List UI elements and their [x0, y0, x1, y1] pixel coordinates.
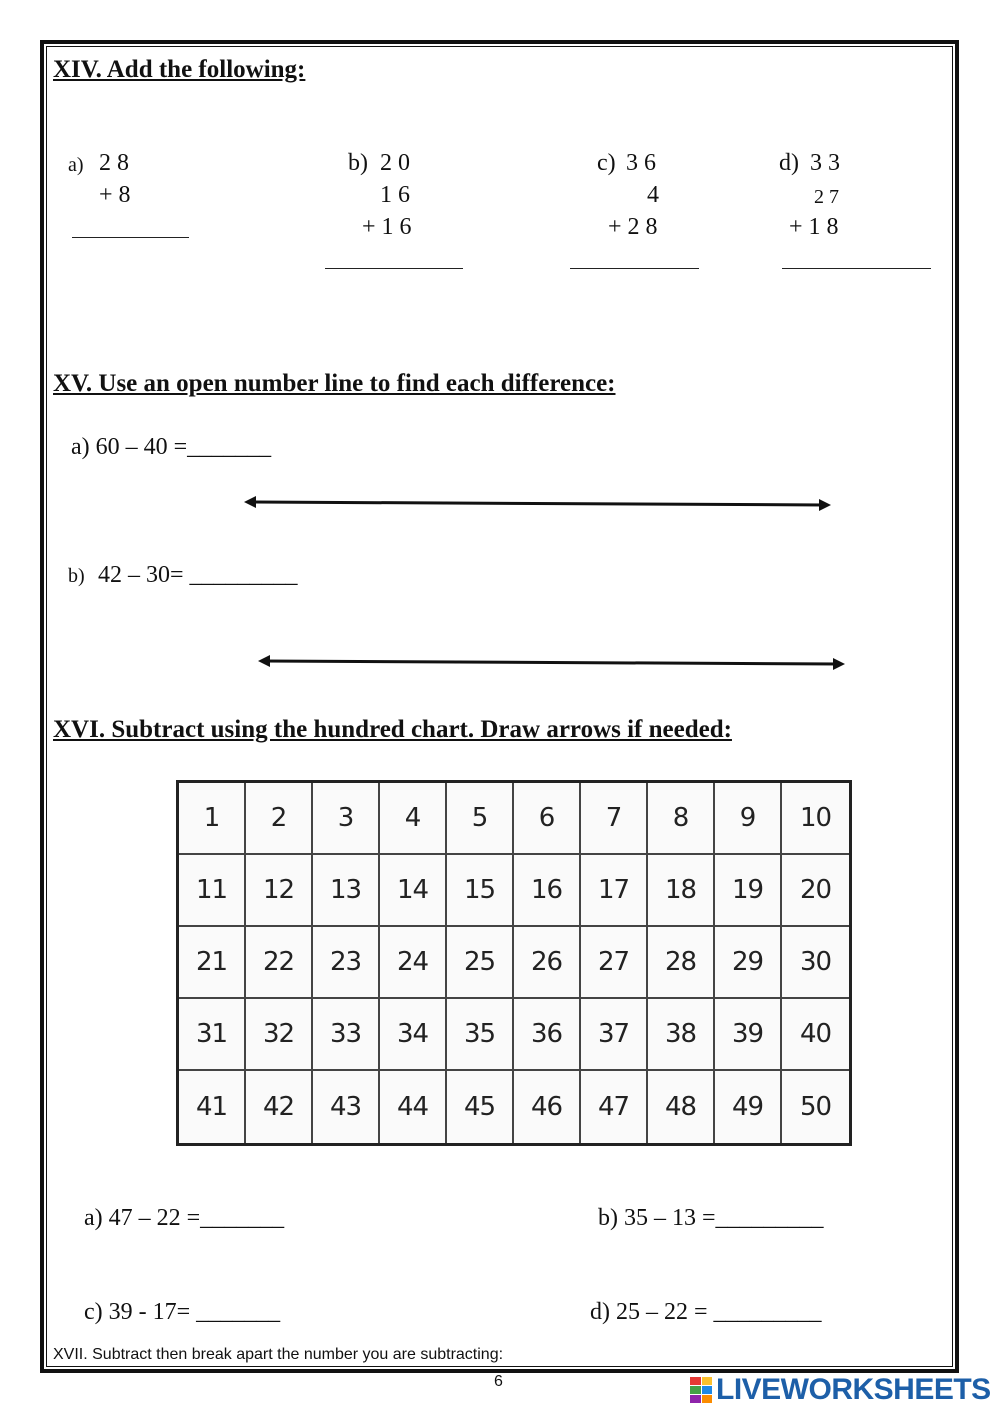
problem-d-line-1: 3 3	[810, 150, 840, 176]
problem-d-line-3: + 1 8	[789, 214, 839, 240]
chart-cell[interactable]: 37	[581, 999, 648, 1071]
number-line-problem-b-label: b)	[68, 565, 85, 587]
chart-cell[interactable]: 5	[447, 783, 514, 855]
problem-a-line-1: 2 8	[99, 150, 129, 176]
liveworksheets-logo-icon	[690, 1377, 712, 1403]
hundred-chart[interactable]	[176, 780, 852, 1146]
chart-cell[interactable]: 30	[782, 927, 849, 999]
chart-cell[interactable]: 43	[313, 1071, 380, 1143]
chart-cell[interactable]: 33	[313, 999, 380, 1071]
problem-c-line-1: 3 6	[626, 150, 656, 176]
liveworksheets-logo	[690, 1374, 991, 1406]
chart-cell[interactable]: 16	[514, 855, 581, 927]
chart-cell[interactable]: 49	[715, 1071, 782, 1143]
chart-cell[interactable]: 14	[380, 855, 447, 927]
problem-b-label: b)	[348, 150, 368, 176]
chart-cell[interactable]: 27	[581, 927, 648, 999]
chart-problem-b: b) 35 – 13 =_________	[598, 1205, 824, 1231]
chart-cell[interactable]: 42	[246, 1071, 313, 1143]
number-line-b[interactable]	[254, 652, 854, 676]
chart-cell[interactable]: 21	[179, 927, 246, 999]
chart-cell[interactable]: 29	[715, 927, 782, 999]
chart-cell[interactable]: 26	[514, 927, 581, 999]
chart-cell[interactable]: 2	[246, 783, 313, 855]
problem-c-line-3: + 2 8	[608, 214, 658, 240]
answer-line-c[interactable]	[570, 268, 699, 269]
number-line-a-left-arrow	[244, 496, 256, 508]
number-line-a[interactable]	[240, 492, 840, 516]
chart-cell[interactable]: 24	[380, 927, 447, 999]
chart-cell[interactable]: 32	[246, 999, 313, 1071]
answer-line-b[interactable]	[325, 268, 463, 269]
chart-cell[interactable]: 6	[514, 783, 581, 855]
chart-cell[interactable]: 40	[782, 999, 849, 1071]
number-line-problem-b: 42 – 30= _________	[98, 562, 298, 588]
chart-cell[interactable]: 38	[648, 999, 715, 1071]
number-line-b-left-arrow	[258, 655, 270, 667]
chart-cell[interactable]: 45	[447, 1071, 514, 1143]
problem-b-line-1: 2 0	[380, 150, 410, 176]
chart-cell[interactable]: 41	[179, 1071, 246, 1143]
chart-cell[interactable]: 17	[581, 855, 648, 927]
problem-c-label: c)	[597, 150, 616, 176]
chart-cell[interactable]: 48	[648, 1071, 715, 1143]
chart-cell[interactable]: 50	[799, 1092, 832, 1122]
chart-cell[interactable]: 15	[447, 855, 514, 927]
chart-cell[interactable]: 35	[447, 999, 514, 1071]
chart-cell[interactable]: 1	[179, 783, 246, 855]
chart-cell[interactable]: 13	[313, 855, 380, 927]
chart-cell[interactable]: 28	[648, 927, 715, 999]
chart-cell[interactable]: 47	[581, 1071, 648, 1143]
number-line-problem-a: a) 60 – 40 =_______	[71, 434, 272, 460]
chart-cell[interactable]: 23	[313, 927, 380, 999]
chart-problem-a: a) 47 – 22 =_______	[84, 1205, 285, 1231]
chart-cell[interactable]: 25	[447, 927, 514, 999]
chart-cell[interactable]: 11	[179, 855, 246, 927]
chart-cell[interactable]: 7	[581, 783, 648, 855]
section-17-heading: XVII. Subtract then break apart the number you are subtracting:	[53, 1346, 504, 1363]
problem-a-line-2: + 8	[99, 182, 131, 208]
chart-problem-c: c) 39 - 17= _______	[84, 1299, 281, 1325]
chart-cell[interactable]: 39	[715, 999, 782, 1071]
chart-problem-d: d) 25 – 22 = _________	[590, 1299, 822, 1325]
problem-a-label: a)	[68, 154, 84, 176]
chart-cell[interactable]: 46	[514, 1071, 581, 1143]
chart-cell[interactable]: 18	[648, 855, 715, 927]
chart-cell[interactable]: 8	[648, 783, 715, 855]
chart-cell[interactable]: 44	[380, 1071, 447, 1143]
section-16-heading: XVI. Subtract using the hundred chart. Draw arrows if needed:	[53, 716, 732, 743]
liveworksheets-logo-text: LIVEWORKSHEETS	[716, 1373, 991, 1406]
chart-cell[interactable]: 22	[246, 927, 313, 999]
answer-line-a[interactable]	[72, 237, 189, 238]
problem-b-line-2: 1 6	[380, 182, 410, 208]
chart-cell[interactable]: 9	[715, 783, 782, 855]
problem-d-line-2: 2 7	[814, 186, 839, 208]
chart-cell[interactable]: 20	[782, 855, 849, 927]
problem-d-label: d)	[779, 150, 799, 176]
chart-cell[interactable]: 31	[179, 999, 246, 1071]
number-line-a-stroke	[250, 502, 825, 505]
chart-cell[interactable]: 4	[380, 783, 447, 855]
chart-cell[interactable]: 12	[246, 855, 313, 927]
chart-cell[interactable]: 10	[782, 783, 849, 855]
chart-cell[interactable]: 3	[313, 783, 380, 855]
number-line-b-stroke	[264, 661, 839, 664]
page-border-inner	[46, 46, 953, 1367]
section-14-heading: XIV. Add the following:	[53, 56, 306, 83]
chart-cell[interactable]: 36	[514, 999, 581, 1071]
section-15-heading: XV. Use an open number line to find each difference:	[53, 370, 616, 397]
problem-b-line-3: + 1 6	[362, 214, 412, 240]
number-line-b-right-arrow	[833, 658, 845, 670]
answer-line-d[interactable]	[782, 268, 931, 269]
chart-cell[interactable]: 19	[715, 855, 782, 927]
problem-c-line-2: 4	[647, 182, 659, 208]
chart-cell[interactable]: 34	[380, 999, 447, 1071]
number-line-a-right-arrow	[819, 499, 831, 511]
page-number: 6	[494, 1373, 503, 1390]
